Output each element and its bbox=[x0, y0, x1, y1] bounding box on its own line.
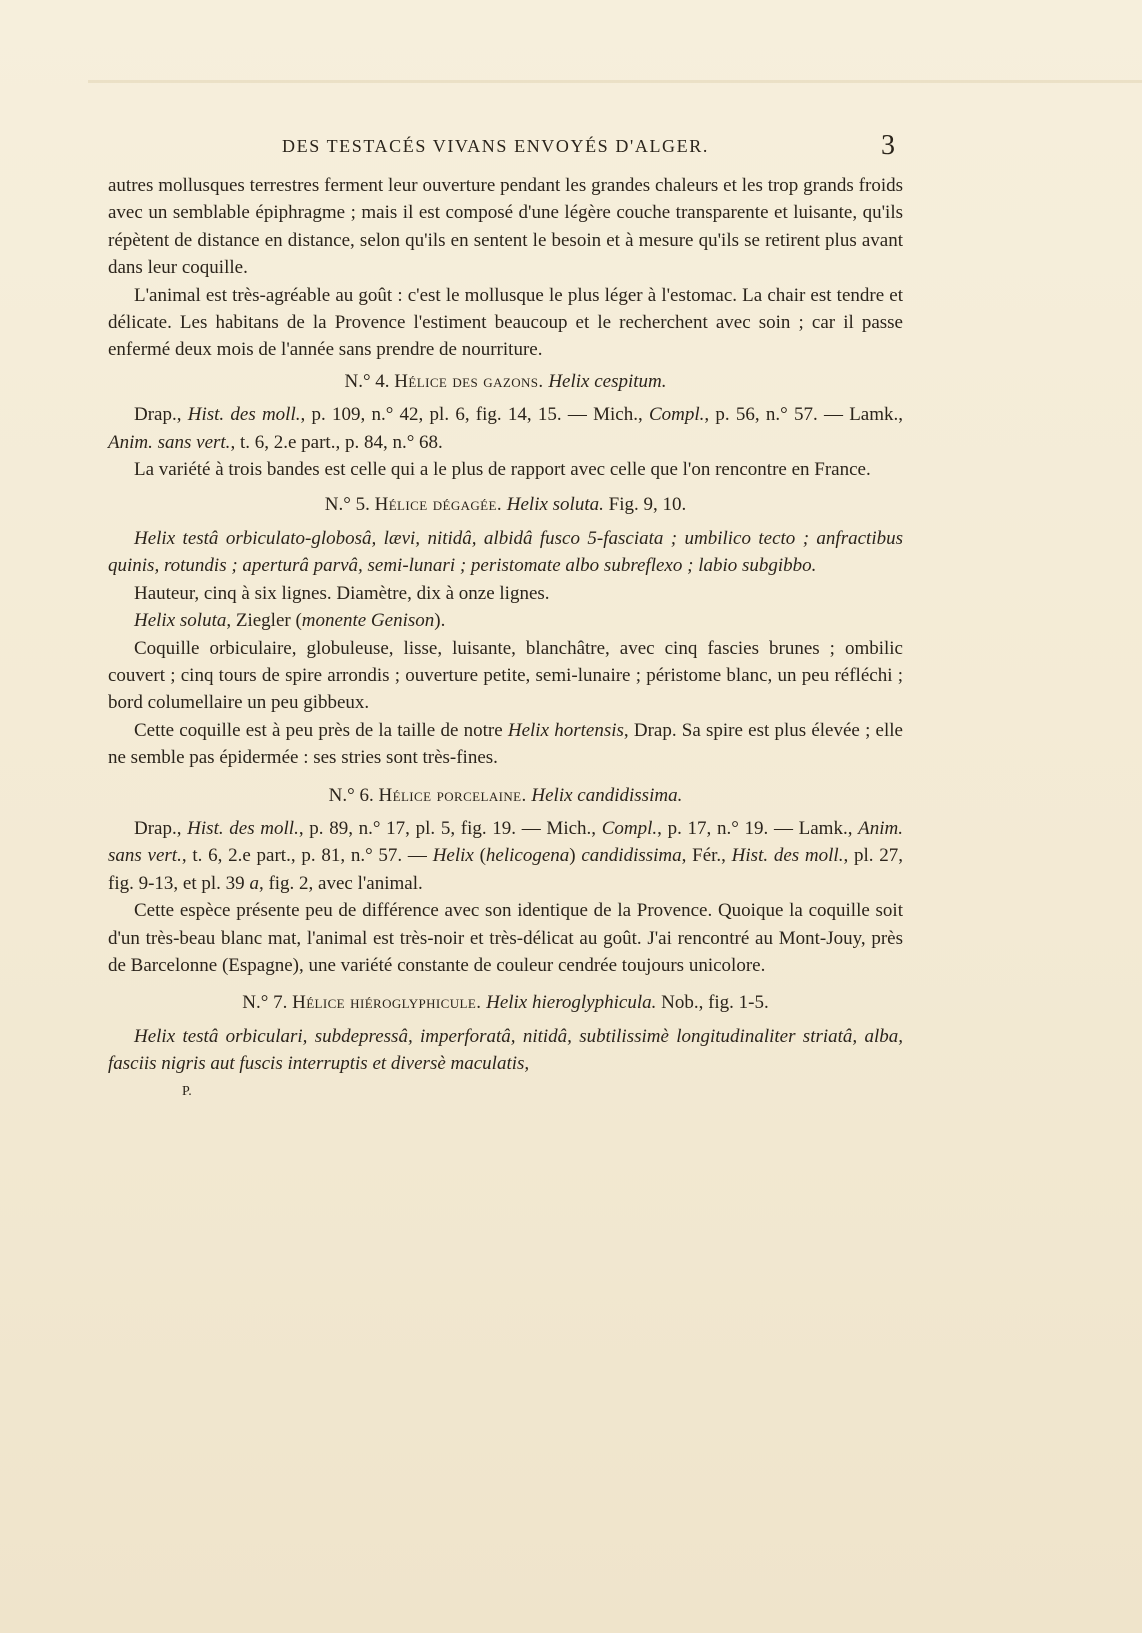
ref-text: , p. 17, n.° 19. — Lamk., bbox=[657, 817, 859, 839]
ref-title: Hist. des moll. bbox=[187, 404, 301, 426]
species-7-number: N.° 7. bbox=[242, 992, 288, 1014]
species-6-references bbox=[108, 815, 903, 897]
ref-title: Anim. sans vert. bbox=[108, 817, 904, 867]
signature-mark: P. bbox=[182, 1083, 192, 1099]
species-5-diagnosis bbox=[108, 525, 903, 580]
synonym-end: ). bbox=[434, 610, 446, 632]
ref-text: ( bbox=[473, 845, 486, 867]
ref-text: , Fér., bbox=[681, 845, 732, 867]
species-5-synonym bbox=[108, 607, 903, 634]
species-6-number: N.° 6. bbox=[328, 784, 374, 806]
species-5-dimensions: Hauteur, cinq à six lignes. Diamètre, dix à onze lignes. bbox=[134, 582, 550, 604]
ref-title: Hist. des moll. bbox=[731, 845, 844, 867]
ref-text: , t. 6, 2.e part., p. 81, n.° 57. — bbox=[181, 845, 433, 867]
synonym-name: Helix soluta bbox=[134, 610, 227, 632]
species-4-note: La variété à trois bandes est celle qui a le plus de rapport avec celle que l'on rencontre en France. bbox=[134, 459, 871, 481]
ref-text: , fig. 2, avec l'animal. bbox=[258, 872, 423, 894]
running-head: DES TESTACÉS VIVANS ENVOYÉS D'ALGER. bbox=[282, 136, 709, 156]
ref-title: a bbox=[249, 872, 259, 894]
ref-title: Helix bbox=[432, 845, 474, 867]
ref-title: Compl. bbox=[648, 404, 705, 426]
ref-title: Hist. des moll. bbox=[187, 817, 299, 839]
ref-text: , t. 6, 2.e part., p. 84, n.° 68. bbox=[230, 431, 443, 453]
ref-title: helicogena bbox=[485, 845, 570, 867]
species-6-note: Cette espèce présente peu de différence avec son identique de la Provence. Quoique la coquille soit d'un très-beau blanc mat, l'animal est très-noir et très-délicat au goût. J'ai rencontré au Mont-Jouy, près de Barcelonne (Espagne), une variété constante de couleur cendrée toujours unicolore. bbox=[108, 900, 903, 976]
synonym-author: , Ziegler ( bbox=[226, 610, 302, 632]
species-4-heading bbox=[108, 368, 903, 395]
species-5-french-name: Hélice dégagée. bbox=[374, 494, 503, 516]
species-4-french-name: Hélice des gazons. bbox=[394, 370, 544, 392]
page-header bbox=[270, 130, 895, 166]
comparison-species: Helix hortensis bbox=[507, 719, 624, 741]
species-5-latin-name: Helix soluta. bbox=[506, 494, 604, 516]
species-7-latin-name: Helix hieroglyphicula. bbox=[486, 992, 657, 1014]
species-4-number: N.° 4. bbox=[344, 370, 390, 392]
species-7-heading bbox=[108, 989, 903, 1016]
page-body bbox=[108, 172, 903, 1105]
ref-text: , p. 56, n.° 57. — Lamk., bbox=[704, 404, 904, 426]
species-4-references bbox=[108, 401, 903, 456]
species-5-number: N.° 5. bbox=[324, 494, 370, 516]
ref-title: Compl. bbox=[601, 817, 658, 839]
ref-title: candidissima bbox=[581, 845, 682, 867]
species-6-french-name: Hélice porcelaine. bbox=[378, 784, 527, 806]
ref-text: ) bbox=[569, 845, 582, 867]
species-5-heading bbox=[108, 491, 903, 518]
ref-text: Drap., bbox=[134, 817, 188, 839]
species-5-fig: Fig. 9, 10. bbox=[608, 494, 687, 516]
species-4-latin-name: Helix cespitum. bbox=[548, 370, 667, 392]
paragraph-continuation: autres mollusques terrestres ferment leur ouverture pendant les grandes chaleurs et les trop grands froids avec un semblable épiphragme ; mais il est composé d'une légère couche transparente et luisante, qu'ils répètent de distance en distance, selon qu'ils en sentent le besoin et à mesure qu'ils se retirent plus avant dans leur coquille. bbox=[108, 175, 903, 279]
ref-text: Drap., bbox=[134, 404, 188, 426]
species-5-description: Coquille orbiculaire, globuleuse, lisse, luisante, blanchâtre, avec cinq fascies brunes ; ombilic couvert ; cinq tours de spire arrondis ; ouverture petite, semi-lunaire ; péristome blanc, un peu réfléchi ; bord columellaire un peu gibbeux. bbox=[108, 637, 903, 714]
species-6-heading bbox=[108, 782, 903, 809]
page-number: 3 bbox=[881, 130, 895, 161]
synonym-source: monente Genison bbox=[301, 610, 435, 632]
paragraph-animal-taste: L'animal est très-agréable au goût : c'est le mollusque le plus léger à l'estomac. La chair est tendre et délicate. Les habitans de la Provence l'estiment beaucoup et le recherchent avec soin ; car il passe enfermé deux mois de l'année sans prendre de nourriture. bbox=[108, 284, 903, 361]
comparison-text: , Drap. Sa spire est plus élevée ; elle ne semble pas épidermée : ses stries sont très-fines. bbox=[108, 719, 903, 769]
species-6-latin-name: Helix candidissima. bbox=[531, 784, 683, 806]
species-7-fig: Nob., fig. 1-5. bbox=[661, 992, 769, 1014]
species-5-comparison bbox=[108, 717, 903, 772]
ref-text: , p. 89, n.° 17, pl. 5, fig. 19. — Mich., bbox=[298, 817, 602, 839]
ref-title: Anim. sans vert. bbox=[108, 431, 231, 453]
page-edge-shadow bbox=[88, 80, 1142, 83]
diagnosis-text: Helix testâ orbiculato-globosâ, lævi, nitidâ, albidâ fusco 5-fasciata ; umbilico tecto ; anfractibus quinis, rotundis ; aperturâ parvâ, semi-lunari ; peristomate albo subreflexo ; labio subgibbo. bbox=[108, 527, 903, 577]
species-7-diagnosis bbox=[108, 1023, 903, 1078]
ref-text: , pl. 27, fig. 9-13, et pl. 39 bbox=[108, 845, 903, 894]
species-7-french-name: Hélice hiéroglyphicule. bbox=[292, 992, 482, 1014]
ref-text: , p. 109, n.° 42, pl. 6, fig. 14, 15. — Mich., bbox=[300, 404, 649, 426]
comparison-text: Cette coquille est à peu près de la taille de notre bbox=[134, 719, 508, 741]
diagnosis-text: Helix testâ orbiculari, subdepressâ, imperforatâ, nitidâ, subtilissimè longitudinaliter striatâ, alba, fasciis nigris aut fuscis interruptis et diversè maculatis, bbox=[108, 1025, 903, 1075]
